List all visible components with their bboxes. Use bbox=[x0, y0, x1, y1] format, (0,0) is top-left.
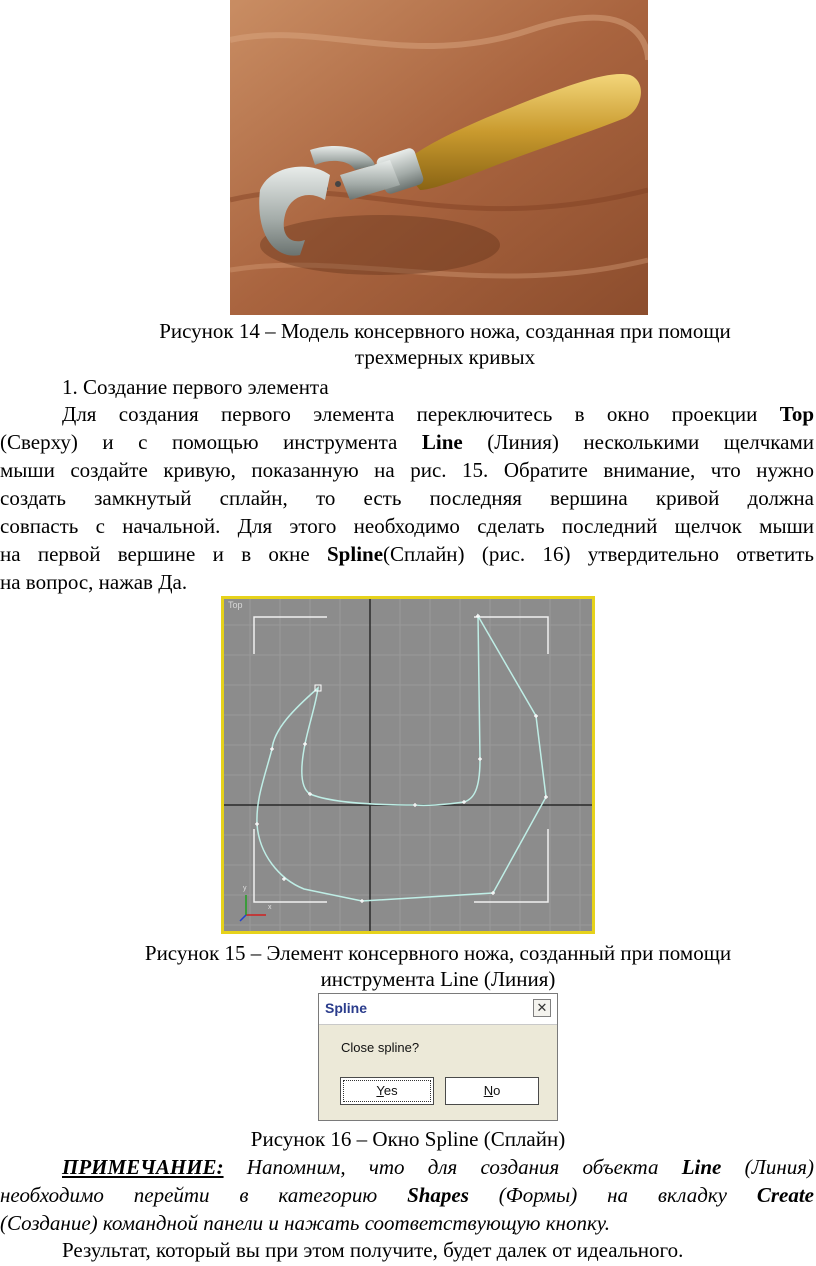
gizmo-z-axis bbox=[240, 915, 246, 921]
no-hotkey: N bbox=[483, 1083, 494, 1098]
note-line bbox=[0, 1153, 814, 1181]
dialog-message: Close spline? bbox=[341, 1040, 420, 1055]
note-label: ПРИМЕЧАНИЕ: bbox=[62, 1155, 224, 1179]
note-paragraph bbox=[0, 1153, 814, 1237]
yes-button[interactable] bbox=[340, 1077, 434, 1105]
result-paragraph: Результат, который вы при этом получите, будет далек от идеального. bbox=[62, 1238, 684, 1262]
figure-14-caption-line2: трехмерных кривых bbox=[354, 345, 536, 369]
line-term: Line bbox=[421, 430, 463, 454]
paragraph-text: на первой вершине и в окне bbox=[0, 542, 327, 566]
close-icon[interactable]: ✕ bbox=[533, 999, 551, 1017]
top-term: Top bbox=[779, 402, 814, 426]
viewport-label[interactable]: Top bbox=[228, 600, 243, 610]
paragraph-text: (Сплайн) (рис. 16) утвердительно ответить bbox=[383, 542, 814, 566]
create-term: Create bbox=[756, 1183, 814, 1207]
paragraph-line bbox=[0, 540, 814, 568]
figure-16-caption: Рисунок 16 – Окно Spline (Сплайн) bbox=[250, 1127, 566, 1151]
paragraph-line bbox=[0, 400, 814, 428]
figure-15-caption-line1: Рисунок 15 – Элемент консервного ножа, созданный при помощи bbox=[144, 941, 732, 965]
section-heading: 1. Создание первого элемента bbox=[62, 375, 329, 399]
gizmo-x-label: x bbox=[268, 904, 272, 911]
note-text: Напомним, что для создания объекта bbox=[223, 1155, 682, 1179]
note-text: (Линия) bbox=[721, 1155, 814, 1179]
figure-14-caption bbox=[110, 318, 780, 370]
note-text: необходимо перейти в категорию bbox=[0, 1183, 408, 1207]
gizmo-y-label: y bbox=[243, 885, 247, 892]
can-opener-render-image bbox=[230, 0, 648, 315]
figure-14-caption-line1: Рисунок 14 – Модель консервного ножа, созданная при помощи bbox=[159, 319, 731, 343]
note-text: (Формы) на вкладку bbox=[468, 1183, 757, 1207]
figure-15-caption bbox=[78, 940, 798, 992]
yes-label-rest: es bbox=[383, 1083, 398, 1098]
paragraph-line bbox=[0, 428, 814, 456]
yes-hotkey: Y bbox=[376, 1083, 384, 1098]
note-line bbox=[0, 1181, 814, 1209]
figure-15-caption-line2: инструмента Line (Линия) bbox=[320, 967, 556, 991]
dialog-title: Spline bbox=[325, 1000, 368, 1016]
paragraph-text: Для создания первого элемента переключитесь в окно проекции bbox=[62, 402, 780, 426]
paragraph-line: совпасть с начальной. Для этого необходимо сделать последний щелчок мыши bbox=[0, 514, 814, 538]
top-viewport bbox=[221, 596, 595, 934]
instruction-paragraph bbox=[0, 400, 814, 596]
paragraph-text: (Линия) несколькими щелчками bbox=[462, 430, 814, 454]
shapes-term: Shapes bbox=[407, 1183, 469, 1207]
viewport-grid bbox=[224, 599, 592, 931]
paragraph-line: мыши создайте кривую, показанную на рис. 15. Обратите внимание, что нужно bbox=[0, 458, 814, 482]
can-opener-render-illustration bbox=[230, 0, 648, 315]
spline-dialog bbox=[318, 993, 558, 1121]
paragraph-line: создать замкнутый сплайн, то есть последняя вершина кривой должна bbox=[0, 486, 814, 510]
no-button[interactable] bbox=[445, 1077, 539, 1105]
paragraph-text: (Сверху) и с помощью инструмента bbox=[0, 430, 422, 454]
spline-term: Spline bbox=[327, 542, 384, 566]
spline-vertices bbox=[255, 614, 548, 903]
viewport-canvas bbox=[224, 599, 592, 931]
spline-curve bbox=[257, 616, 546, 901]
paragraph-line: на вопрос, нажав Да. bbox=[0, 570, 188, 594]
note-line: (Создание) командной панели и нажать соответствующую кнопку. bbox=[0, 1211, 611, 1235]
line-term: Line bbox=[681, 1155, 722, 1179]
no-label-rest: o bbox=[493, 1083, 501, 1098]
dialog-title-bar bbox=[319, 994, 557, 1025]
